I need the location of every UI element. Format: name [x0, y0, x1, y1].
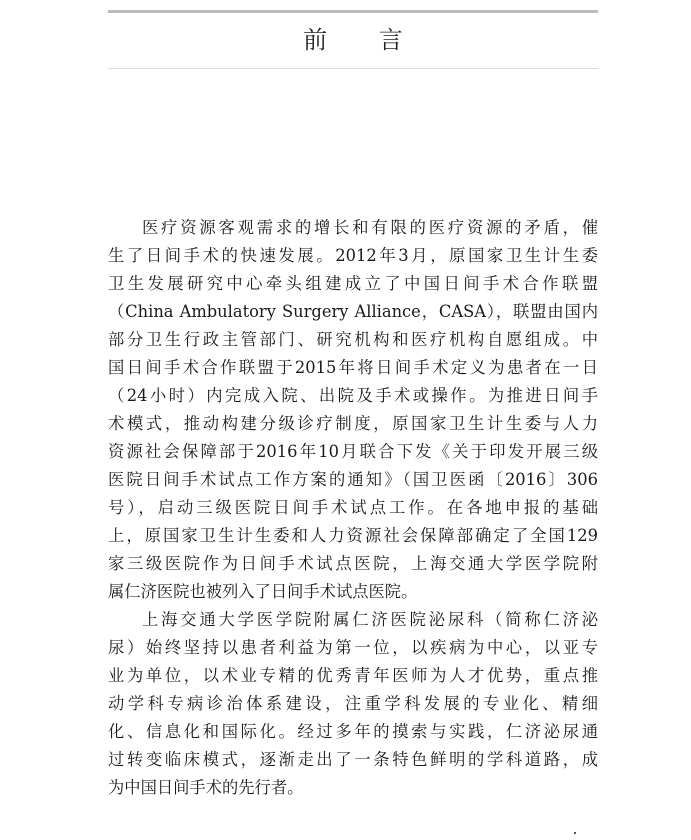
header-rule [108, 10, 598, 13]
page-title: 前 言 [303, 26, 425, 54]
text-line: （China Ambulatory Surgery Alliance，CASA），联盟由国内 [108, 302, 598, 321]
paragraph-1 [108, 214, 598, 606]
title-divider [108, 68, 598, 69]
text-line: 过转变临床模式，逐渐走出了一条特色鲜明的学科道路，成 [108, 750, 598, 769]
text-line: 术模式，推动构建分级诊疗制度，原国家卫生计生委与人力 [108, 414, 598, 433]
text-line: 生了日间手术的快速发展。2012年3月，原国家卫生计生委 [108, 246, 598, 265]
text-line: 上，原国家卫生计生委和人力资源社会保障部确定了全国129 [108, 526, 598, 545]
text-line: 业为单位，以术业专精的优秀青年医师为人才优势，重点推 [108, 666, 598, 685]
text-line: 属仁济医院也被列入了日间手术试点医院。 [108, 582, 418, 601]
text-line: 家三级医院作为日间手术试点医院，上海交通大学医学院附 [108, 554, 598, 573]
text-line: 为中国日间手术的先行者。 [108, 778, 304, 797]
text-line: 上海交通大学医学院附属仁济医院泌尿科（简称仁济泌 [142, 610, 598, 629]
text-line: 国日间手术合作联盟于2015年将日间手术定义为患者在一日 [108, 358, 598, 377]
page-corner-mark [574, 832, 576, 834]
body-text [108, 214, 598, 802]
text-line: 资源社会保障部于2016年10月联合下发《关于印发开展三级 [108, 442, 598, 461]
text-line: （24小时）内完成入院、出院及手术或操作。为推进日间手 [108, 386, 598, 405]
text-line: 尿）始终坚持以患者利益为第一位，以疾病为中心，以亚专 [108, 638, 598, 657]
text-line: 号），启动三级医院日间手术试点工作。在各地申报的基础 [108, 498, 598, 517]
text-line: 化、信息化和国际化。经过多年的摸索与实践，仁济泌尿通 [108, 722, 598, 741]
paragraph-2 [108, 606, 598, 802]
text-line: 部分卫生行政主管部门、研究机构和医疗机构自愿组成。中 [108, 330, 598, 349]
text-line: 医院日间手术试点工作方案的通知》（国卫医函〔2016〕306 [108, 470, 598, 489]
text-line: 卫生发展研究中心牵头组建成立了中国日间手术合作联盟 [108, 274, 598, 293]
text-line: 动学科专病诊治体系建设，注重学科发展的专业化、精细 [108, 694, 598, 713]
text-line: 医疗资源客观需求的增长和有限的医疗资源的矛盾，催 [142, 218, 598, 237]
